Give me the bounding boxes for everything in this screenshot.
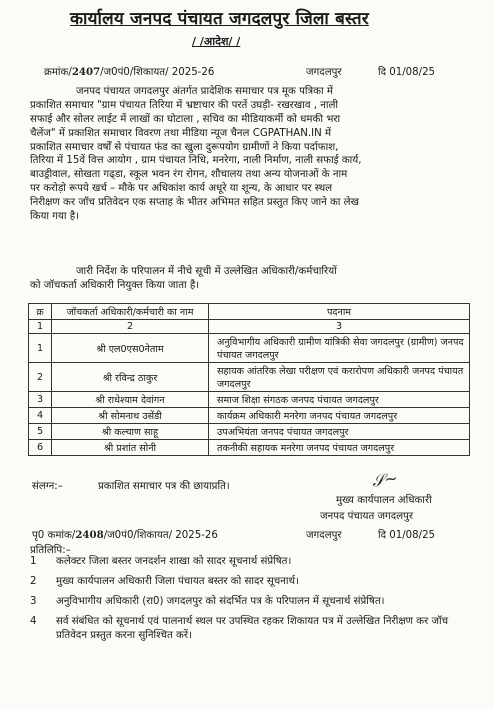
date: दि 01/08/25 bbox=[378, 67, 436, 78]
index-cell: 1 bbox=[29, 320, 52, 334]
endorsement-reference-line bbox=[32, 527, 218, 541]
header-designation: पदनाम bbox=[209, 304, 470, 320]
list-item bbox=[30, 595, 476, 609]
table-row bbox=[29, 334, 470, 363]
designation-cell: कार्यक्रम अधिकारी मनरेगा जनपद पंचायत जगदलपुर bbox=[209, 408, 470, 424]
enclosure-text: प्रकाशित समाचार पत्र की छायाप्रति। bbox=[98, 481, 230, 492]
serial-cell: 1 bbox=[29, 334, 52, 363]
list-item-text: अनुविभागीय अधिकारी (रा0) जगदलपुर को संदर्भित पत्र के परिपालन में सूचनार्थ संप्रेषित। bbox=[56, 595, 385, 607]
table-row bbox=[29, 363, 470, 392]
signatory-office: जनपद पंचायत जगदलपुर bbox=[320, 511, 414, 522]
list-item-text: सर्व संबंधित को सूचनार्थ एवं पालनार्थ स्थल पर उपस्थित रहकर शिकायत पत्र में उल्लेखित निरीक्षण कर जॉच प्रतिवेदन प्रस्तुत करना सुनिश्चित करें। bbox=[56, 615, 449, 641]
designation-cell: उपअभियंता जनपद पंचायत जगदलपुर bbox=[209, 424, 470, 440]
reference-line bbox=[44, 64, 214, 78]
list-item-text: मुख्य कार्यपालन अधिकारी जिला पंचायत बस्तर को सादर सूचनार्थ। bbox=[56, 575, 299, 587]
paragraph-line: निरीक्षण कर जॉच प्रतिवेदन एक सप्ताह के भीतर अभिमत सहित प्रस्तुत किए जाने का लेख bbox=[30, 197, 359, 208]
signatory-designation: मुख्य कार्यपालन अधिकारी bbox=[336, 495, 432, 506]
paragraph-line: प्रकाशित समाचार वर्षों से पंचायत फंड का खुला दुरूपयोग ग्रामीणों ने किया पर्दाफाश, bbox=[30, 141, 339, 153]
serial-cell: 3 bbox=[29, 392, 52, 408]
list-item bbox=[30, 575, 476, 589]
name-cell: श्री रविन्द्र ठाकुर bbox=[52, 363, 209, 392]
list-item-number: 2 bbox=[30, 575, 37, 587]
table-row bbox=[29, 424, 470, 440]
paragraph-line: चैलेंज" में प्रकाशित समाचार विवरण तथा मीडिया न्यूज चैनल CGPATHAN.IN में bbox=[30, 127, 332, 139]
list-item-text: कलेक्टर जिला बस्तर जनदर्शन शाखा को सादर सूचनार्थ संप्रेषित। bbox=[56, 556, 292, 567]
officers-table bbox=[28, 303, 470, 456]
order-heading: / /आदेश/ / bbox=[192, 35, 241, 48]
table-row bbox=[29, 440, 470, 456]
reference-prefix: क्रमांक/ bbox=[44, 67, 72, 78]
serial-cell: 2 bbox=[29, 363, 52, 392]
copy-to-list bbox=[30, 555, 476, 648]
table-row bbox=[29, 408, 470, 424]
paragraph-line: को जॉचकर्ता अधिकारी नियुक्त किया जाता है। bbox=[30, 279, 200, 291]
index-cell: 3 bbox=[209, 320, 470, 334]
paragraph-line: किया गया है। bbox=[30, 210, 80, 222]
table-header-row bbox=[29, 304, 470, 320]
list-item bbox=[30, 555, 476, 569]
serial-cell: 4 bbox=[29, 408, 52, 424]
paragraph-line: पर करोड़ो रूपये खर्च – मौके पर अधिकांश कार्य अधूरे या शून्य, के आधार पर स्थल bbox=[30, 183, 332, 195]
name-cell: श्री सोमनाथ उसेंडी bbox=[52, 408, 209, 424]
place: जगदलपुर bbox=[306, 67, 342, 78]
enclosure-label: संलग्न:– bbox=[32, 481, 63, 492]
name-cell: श्री राधेश्याम देवांगन bbox=[52, 392, 209, 408]
endorsement-date: दि 01/08/25 bbox=[378, 530, 436, 541]
header-officer-name: जॉचकर्ता अधिकारी/कर्मचारी का नाम bbox=[52, 304, 209, 320]
list-item-number: 4 bbox=[30, 615, 37, 627]
reference-number: 2407 bbox=[71, 66, 101, 78]
name-cell: श्री प्रशांत सोनी bbox=[52, 440, 209, 456]
list-item-number: 1 bbox=[30, 556, 37, 567]
designation-cell: सहायक आंतरिक लेखा परीक्षण एवं करारोपण अधिकारी जनपद पंचायत जगदलपुर bbox=[209, 363, 470, 392]
paragraph-line: जनपद पंचायत जगदलपुर अंतर्गत प्रादेशिक समाचार पत्र मूक पत्रिका में bbox=[76, 86, 333, 97]
list-item bbox=[30, 615, 476, 643]
endorsement-reference-number: 2408 bbox=[75, 529, 104, 541]
endorsement-reference-prefix: पृ0 कमांक/ bbox=[32, 530, 76, 541]
designation-cell: समाज शिक्षा संगठक जनपद पंचायत जगदलपुर bbox=[209, 392, 470, 408]
handwritten-signature: 𝒮~ bbox=[370, 468, 399, 491]
paragraph-line: प्रकाशित समाचार "ग्राम पंचायत तिरिया में भ्रष्टाचार की परतें उघड़ी- रखरखाव , नाली bbox=[30, 99, 339, 111]
endorsement-place: जगदलपुर bbox=[306, 530, 342, 541]
paragraph-1 bbox=[30, 85, 470, 224]
serial-cell: 6 bbox=[29, 440, 52, 456]
table-row bbox=[29, 392, 470, 408]
paragraph-line: बाउड्रीवाल, सोखता गढ्डा, स्कूल भवन रंग रोगन, शौचालय तथा अन्य योजनाओं के नाम bbox=[30, 169, 348, 181]
endorsement-reference-suffix: /ज0पं0/शिकायत/ 2025-26 bbox=[103, 530, 218, 541]
paragraph-line: जारी निर्देश के परिपालन में नीचे सूची में उल्लेखित अधिकारी/कर्मचारियों bbox=[76, 266, 337, 277]
table-index-row bbox=[29, 320, 470, 334]
paragraph-line: तिरिया में 15वें वित्त आयोग , ग्राम पंचायत निधि, मनरेगा, नाली निर्माण, नाली सफाई कार्य, bbox=[30, 155, 362, 167]
list-item-number: 3 bbox=[30, 595, 37, 607]
serial-cell: 5 bbox=[29, 424, 52, 440]
name-cell: श्री एल0एस0नेताम bbox=[52, 334, 209, 363]
office-title: कार्यालय जनपद पंचायत जगदलपुर जिला बस्तर bbox=[70, 9, 369, 29]
paragraph-2 bbox=[30, 265, 470, 293]
reference-suffix: /ज0पं0/शिकायत/ 2025-26 bbox=[100, 67, 215, 78]
index-cell: 2 bbox=[52, 320, 209, 334]
header-serial: क्र bbox=[29, 304, 52, 320]
name-cell: श्री कल्याण साहू bbox=[52, 424, 209, 440]
copy-to-label: प्रतिलिपि:– bbox=[30, 545, 71, 556]
designation-cell: तकनीकी सहायक मनरेगा जनपद पंचायत जगदलपुर bbox=[209, 440, 470, 456]
designation-cell: अनुविभागीय अधिकारी ग्रामीण यांत्रिकी सेवा जगदलपुर (ग्रामीण) जनपद पंचायत जगदलपुर bbox=[209, 334, 470, 363]
paragraph-line: सफाई और सोलर लाईट में लाखों का घोटाला , सचिव का मीडियाकर्मी को धमकी भरा bbox=[30, 113, 341, 125]
